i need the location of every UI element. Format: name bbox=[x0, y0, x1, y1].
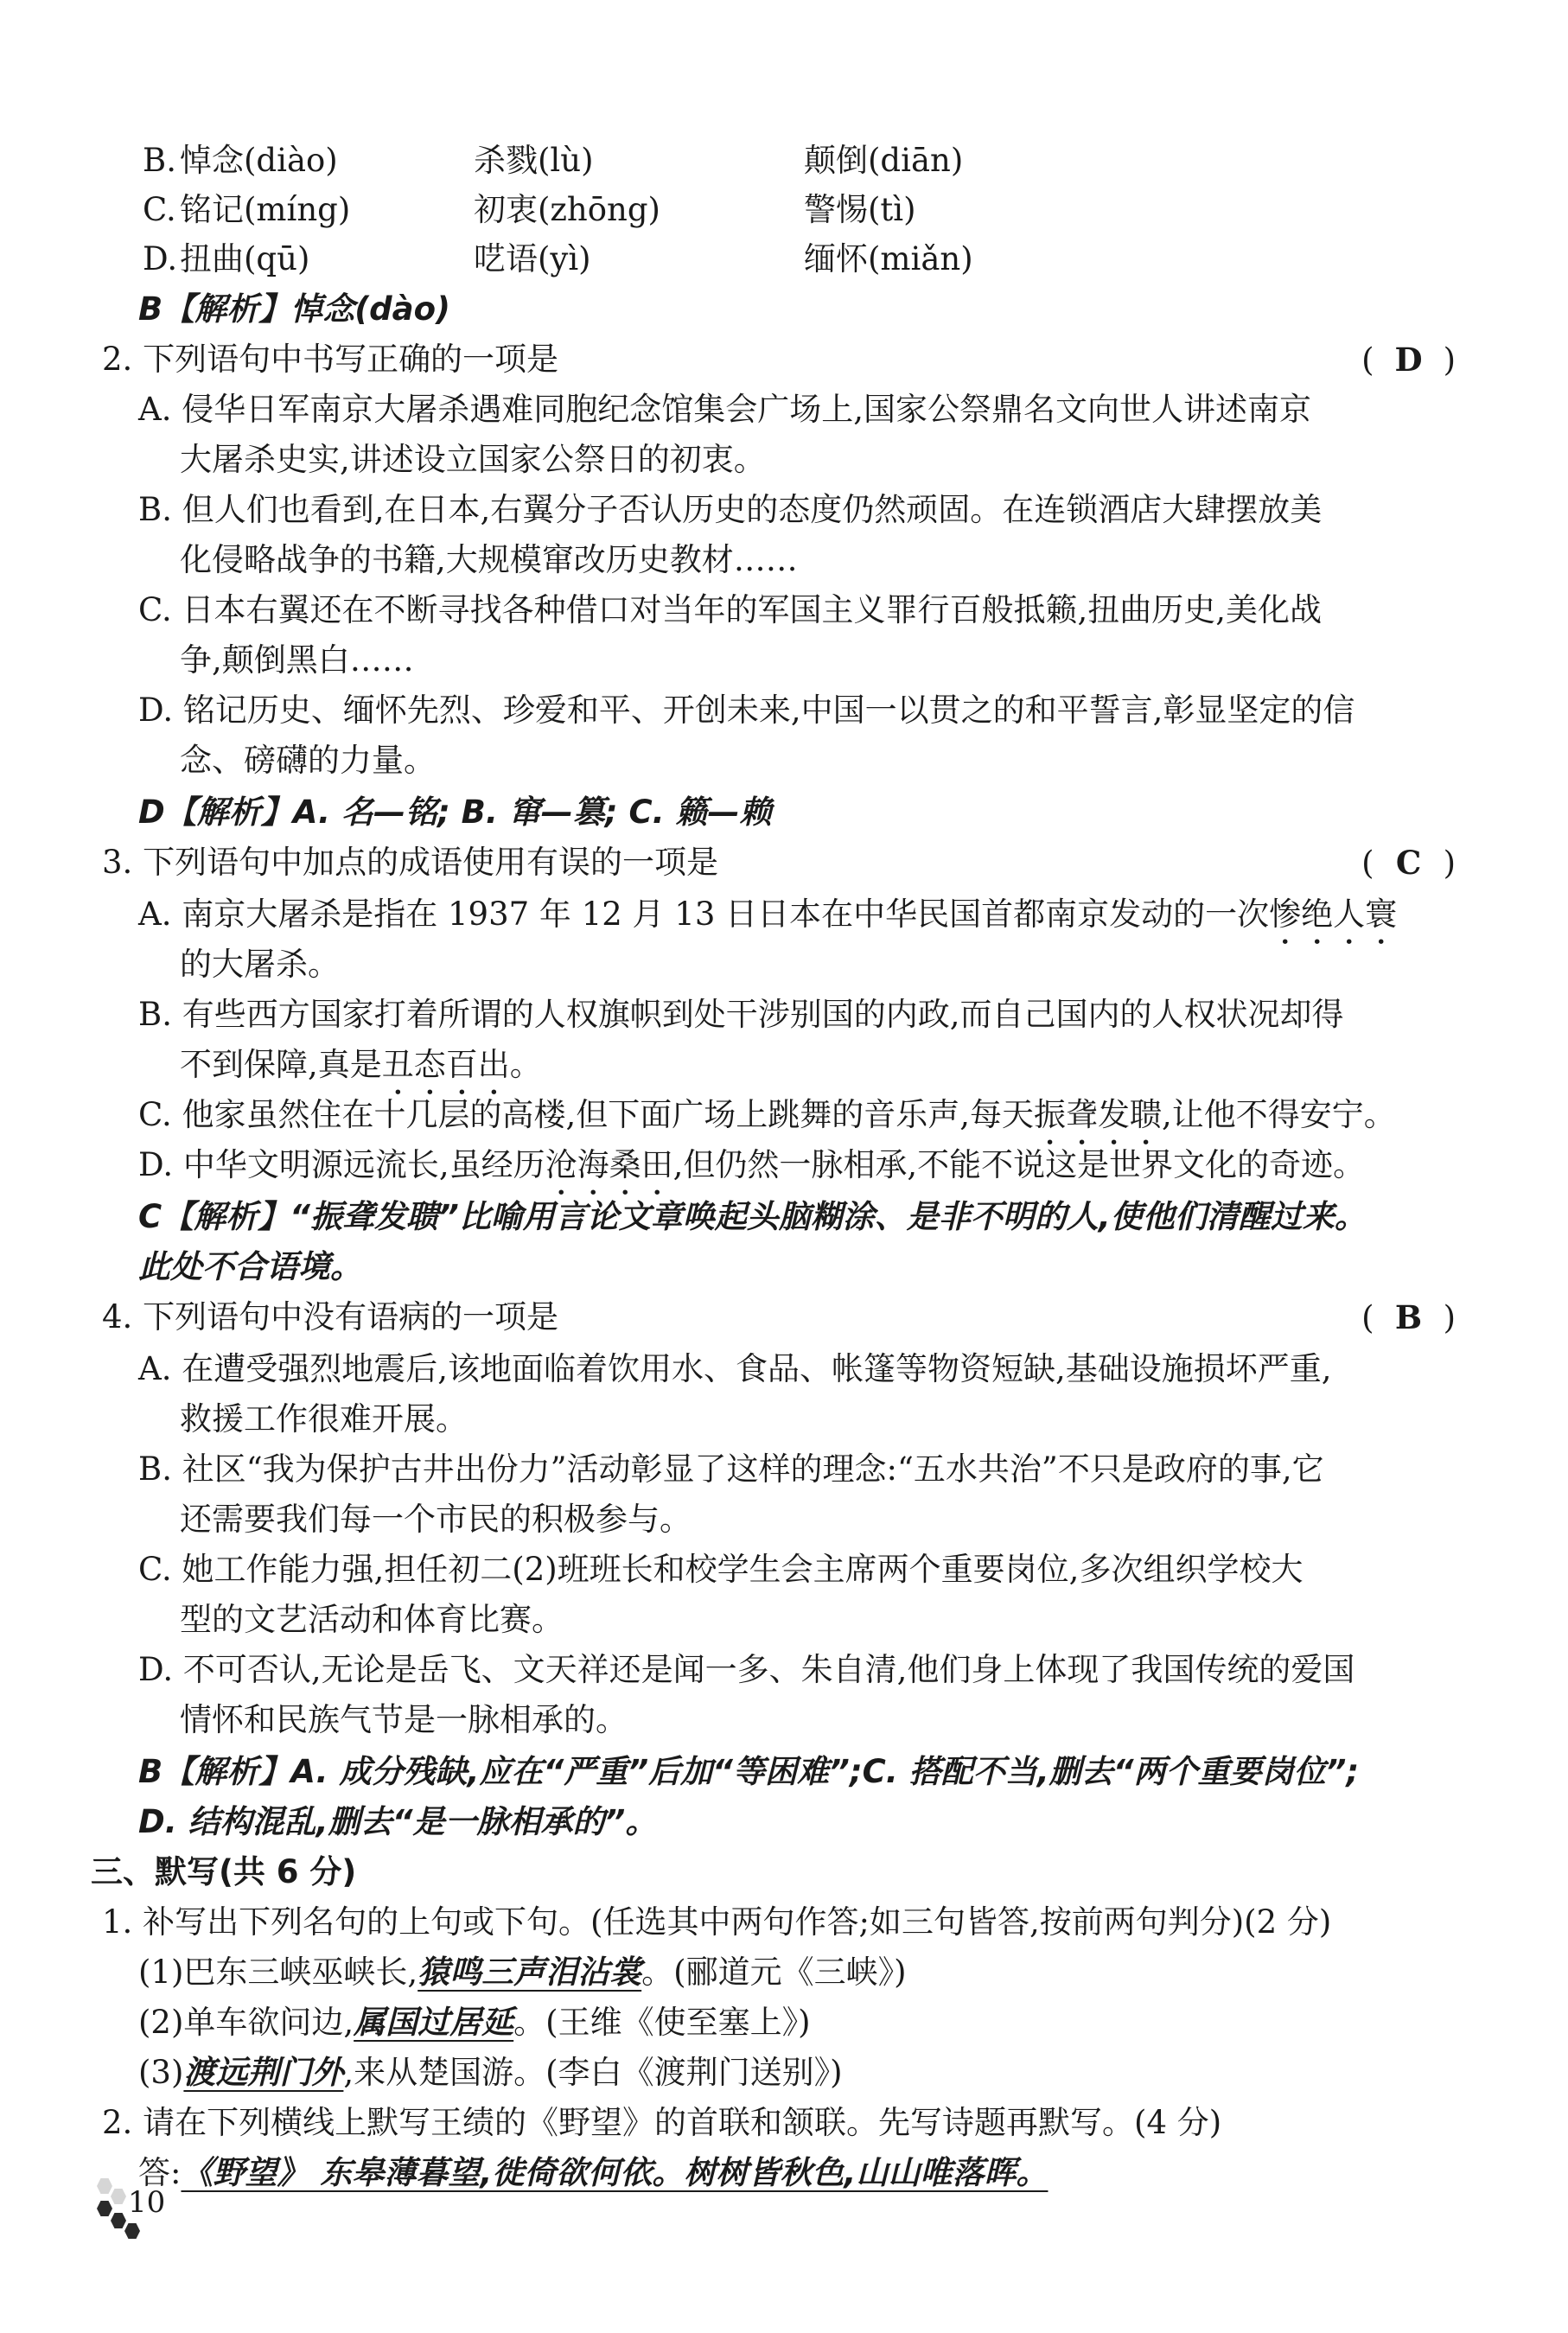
q3-answer: C bbox=[1395, 844, 1422, 882]
s3-q2-prefix: 答: bbox=[138, 2154, 182, 2191]
q3-option-b-line1: B. 有些西方国家打着所谓的人权旗帜到处干涉别国的内政,而自己国内的人权状况却得 bbox=[138, 996, 1344, 1033]
q3-analysis-line2: 此处不合语境。 bbox=[138, 1248, 362, 1285]
hexagon-decoration-icon bbox=[111, 2189, 126, 2204]
q2-option-a-line1: A. 侵华日军南京大屠杀遇难同胞纪念馆集会广场上,国家公祭鼎名文向世人讲述南京 bbox=[138, 391, 1312, 428]
q3-option-c-text: C. 他家虽然住在十几层的高楼,但下面广场上跳舞的音乐声,每天 bbox=[138, 1096, 1035, 1133]
q2-option-b-line2: 化侵略战争的书籍,大规模窜改历史教材…… bbox=[180, 541, 798, 578]
s3-q1-item2 bbox=[138, 1998, 811, 2047]
q2-option-d-line2: 念、磅礴的力量。 bbox=[180, 742, 436, 779]
q4-option-a-line1: A. 在遭受强烈地震后,该地面临着饮用水、食品、帐篷等物资短缺,基础设施损坏严重, bbox=[138, 1350, 1332, 1387]
q4-option-d-line1: D. 不可否认,无论是岳飞、文天祥还是闻一多、朱自清,他们身上体现了我国传统的爱国 bbox=[138, 1651, 1355, 1688]
s3-q1-item1-answer: 猿鸣三声泪沾裳 bbox=[417, 1954, 642, 1991]
q2-stem: 2. 下列语句中书写正确的一项是 bbox=[102, 341, 559, 378]
hexagon-decoration-icon bbox=[97, 2178, 112, 2194]
q1-option-c-item1: 铭记(míng) bbox=[180, 191, 351, 228]
q1-option-c-label: C. bbox=[143, 191, 176, 228]
q3-option-a-line2: 的大屠杀。 bbox=[180, 946, 340, 983]
q4-option-b-line2: 还需要我们每一个市民的积极参与。 bbox=[180, 1501, 692, 1538]
q1-option-b-item1: 悼念(diào) bbox=[180, 142, 338, 179]
q4-option-a-line2: 救援工作很难开展。 bbox=[180, 1400, 468, 1437]
q3-option-b-text: 不到保障,真是 bbox=[180, 1046, 382, 1083]
q2-option-b-line1: B. 但人们也看到,在日本,右翼分子否认历史的态度仍然顽固。在连锁酒店大肆摆放美 bbox=[138, 491, 1323, 528]
q3-option-b-idiom: 丑态百出 bbox=[381, 1046, 510, 1083]
q2-option-c-line1: C. 日本右翼还在不断寻找各种借口对当年的军国主义罪行百般抵籁,扭曲历史,美化战 bbox=[138, 591, 1323, 628]
q4-answer: B bbox=[1394, 1298, 1423, 1336]
hexagon-decoration-icon bbox=[124, 2223, 140, 2239]
q4-stem: 4. 下列语句中没有语病的一项是 bbox=[102, 1298, 559, 1335]
q3-option-d-idiom: 沧海桑田 bbox=[545, 1146, 673, 1183]
q3-answer-bracket: ( C ) bbox=[1361, 838, 1456, 888]
q3-option-a-text: A. 南京大屠杀是指在 1937 年 12 月 13 日日本在中华民国首都南京发动的一次 bbox=[138, 896, 1270, 933]
s3-q1-stem: 1. 补写出下列名句的上句或下句。(任选其中两句作答;如三句皆答,按前两句判分)(2 分) bbox=[102, 1903, 1332, 1941]
s3-q1-item3-answer: 渡远荆门外 bbox=[183, 2054, 344, 2091]
section-title: 三、默写(共 6 分) bbox=[91, 1853, 357, 1890]
q3-option-d-end: ,但仍然一脉相承,不能不说这是世界文化的奇迹。 bbox=[672, 1146, 1366, 1183]
s3-q1-item1 bbox=[138, 1948, 907, 1997]
q1-option-b-item2: 杀戮(lù) bbox=[474, 142, 594, 179]
q1-option-d-item3: 缅怀(miǎn) bbox=[804, 240, 973, 277]
q1-option-c-item3: 警惕(tì) bbox=[804, 191, 916, 228]
q2-answer: D bbox=[1394, 341, 1423, 379]
q4-option-c-line1: C. 她工作能力强,担任初二(2)班班长和校学生会主席两个重要岗位,多次组织学校大 bbox=[138, 1551, 1303, 1588]
hexagon-decoration-icon bbox=[111, 2213, 126, 2228]
q2-option-c-line2: 争,颠倒黑白…… bbox=[180, 641, 414, 679]
q4-option-b-line1: B. 社区“我为保护古井出份力”活动彰显了这样的理念:“五水共治”不只是政府的事,它 bbox=[138, 1450, 1324, 1488]
q3-analysis-line1: C【解析】“振聋发聩”比喻用言论文章唤起头脑糊涂、是非不明的人,使他们清醒过来。 bbox=[138, 1198, 1367, 1235]
q2-option-a-line2: 大屠杀史实,讲述设立国家公祭日的初衷。 bbox=[180, 441, 766, 478]
s3-q1-item3-post: ,来从楚国游。(李白《渡荆门送别》) bbox=[343, 2054, 843, 2091]
q1-option-b-item3: 颠倒(diān) bbox=[804, 142, 964, 179]
page-number: 10 bbox=[128, 2185, 166, 2220]
q3-option-b-end: 。 bbox=[509, 1046, 542, 1083]
s3-q1-item2-post: 。(王维《使至塞上》) bbox=[513, 2004, 811, 2041]
q1-option-d-item1: 扭曲(qū) bbox=[180, 240, 310, 277]
q3-option-a-idiom: 惨绝人寰 bbox=[1269, 896, 1398, 933]
s3-q1-item2-pre: (2)单车欲问边, bbox=[138, 2004, 354, 2041]
s3-q1-item1-post: 。(郦道元《三峡》) bbox=[641, 1954, 907, 1991]
q4-option-d-line2: 情怀和民族气节是一脉相承的。 bbox=[180, 1701, 628, 1738]
q3-option-d-text: D. 中华文明源远流长,虽经历 bbox=[138, 1146, 545, 1183]
s3-q1-item1-pre: (1)巴东三峡巫峡长, bbox=[138, 1954, 418, 1991]
q3-option-c-end: ,让他不得安宁。 bbox=[1162, 1096, 1396, 1133]
q1-option-d-label: D. bbox=[143, 240, 178, 277]
q3-stem: 3. 下列语句中加点的成语使用有误的一项是 bbox=[102, 844, 719, 881]
s3-q1-item3 bbox=[138, 2049, 843, 2097]
q4-analysis-line1: B【解析】A. 成分残缺,应在“严重”后加“等困难”;C. 搭配不当,删去“两个重要岗位”; bbox=[138, 1753, 1360, 1790]
q2-answer-bracket: ( D ) bbox=[1361, 335, 1456, 385]
s3-q2-stem: 2. 请在下列横线上默写王绩的《野望》的首联和颔联。先写诗题再默写。(4 分) bbox=[102, 2104, 1222, 2141]
q4-analysis-line2: D. 结构混乱,删去“是一脉相承的”。 bbox=[138, 1803, 658, 1840]
s3-q1-item3-pre: (3) bbox=[138, 2054, 184, 2091]
q4-answer-bracket: ( B ) bbox=[1361, 1293, 1456, 1342]
q1-option-b-label: B. bbox=[143, 142, 176, 179]
q1-option-c-item2: 初衷(zhōng) bbox=[474, 191, 660, 228]
s3-q2-answer: 《野望》 东皋薄暮望,徙倚欲何依。树树皆秋色,山山唯落晖。 bbox=[181, 2154, 1049, 2191]
q4-option-c-line2: 型的文艺活动和体育比赛。 bbox=[180, 1601, 564, 1638]
q3-option-c-idiom: 振聋发聩 bbox=[1034, 1096, 1163, 1133]
hexagon-decoration-icon bbox=[97, 2201, 112, 2216]
s3-q2-answer-line bbox=[138, 2149, 1048, 2197]
q1-option-d-item2: 呓语(yì) bbox=[474, 240, 591, 277]
s3-q1-item2-answer: 属国过居延 bbox=[354, 2004, 514, 2041]
q2-option-d-line1: D. 铭记历史、缅怀先烈、珍爱和平、开创未来,中国一以贯之的和平誓言,彰显坚定的信 bbox=[138, 692, 1355, 729]
q2-analysis: D【解析】A. 名—铭; B. 窜—篡; C. 籁—赖 bbox=[138, 794, 772, 831]
q1-analysis: B【解析】悼念(dào) bbox=[138, 290, 450, 328]
